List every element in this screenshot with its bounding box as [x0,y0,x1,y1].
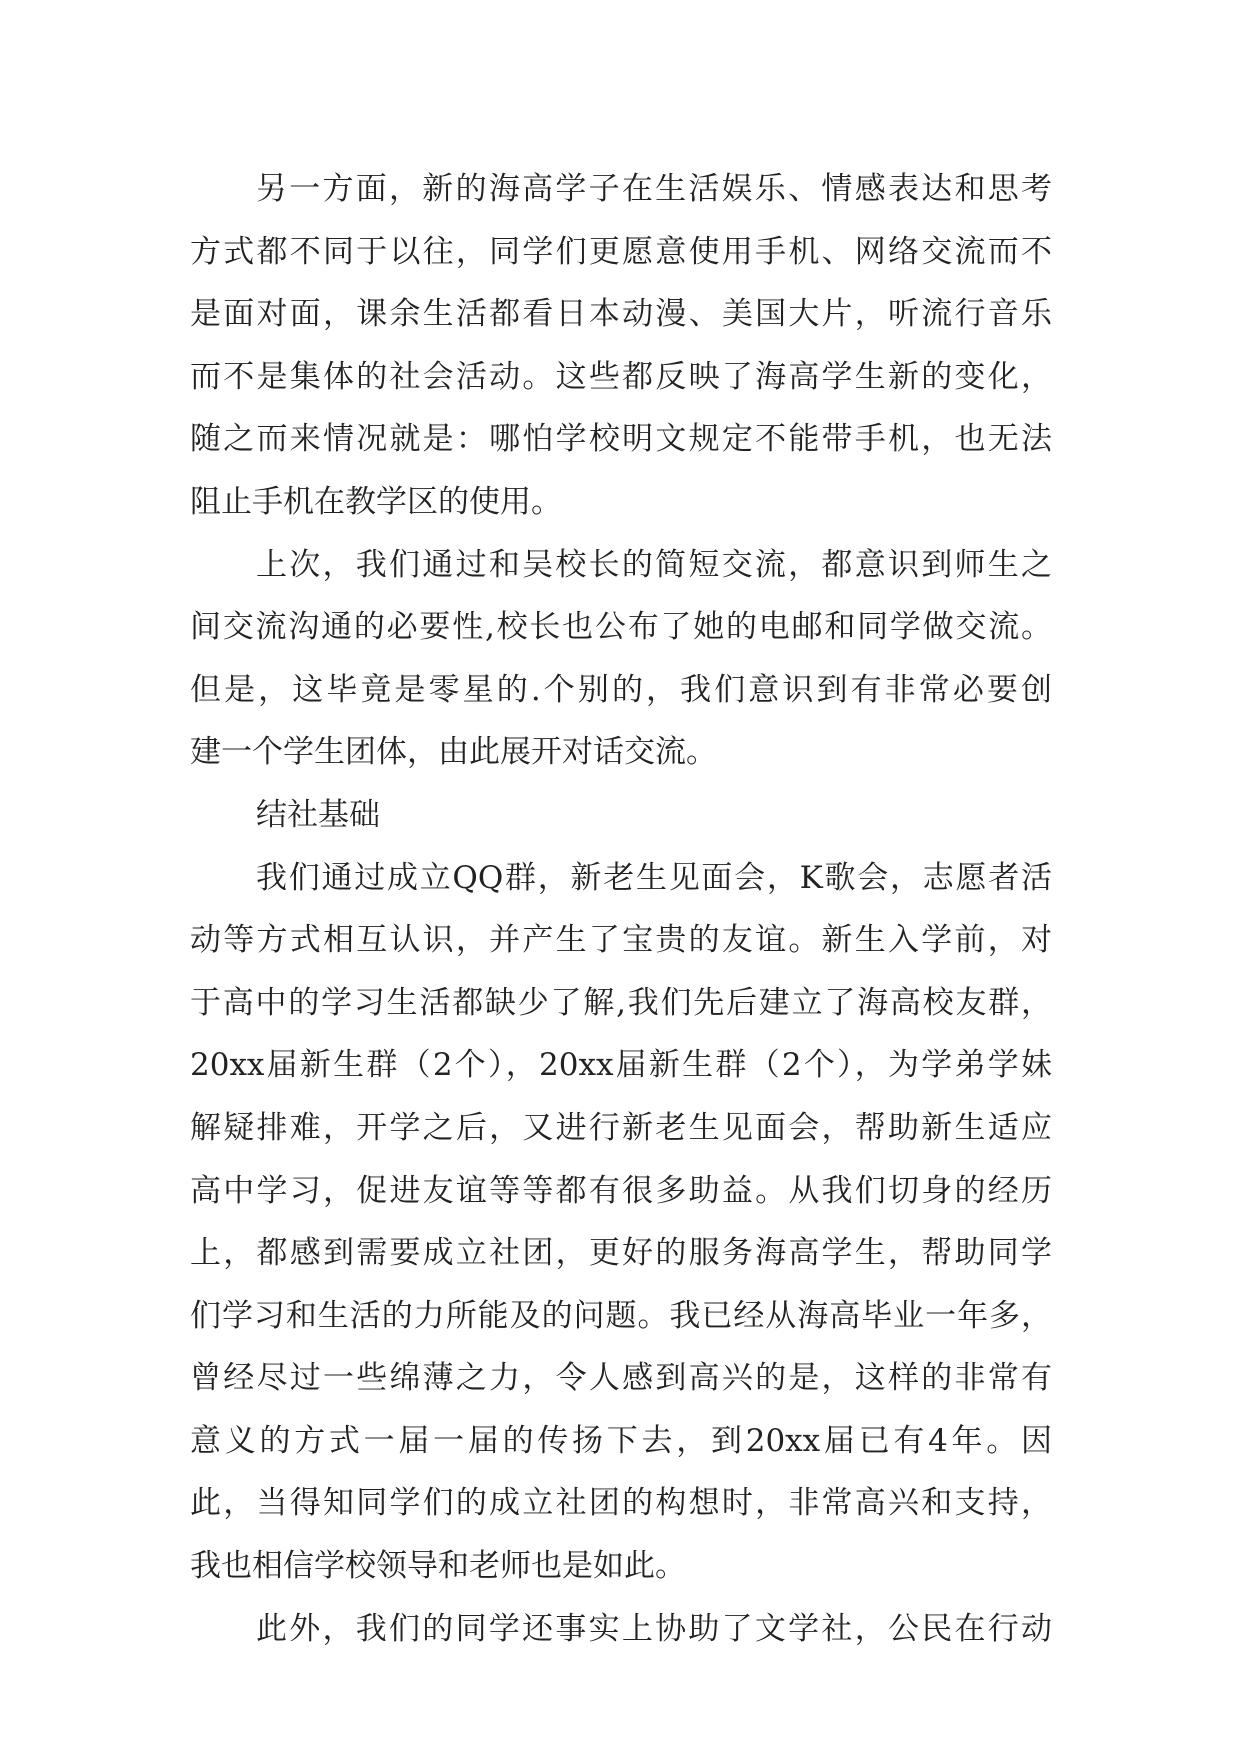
text-line: 20xx届新生群（2个），20xx届新生群（2个），为学弟学妹 [190,1047,1052,1084]
text-line: 意义的方式一届一届的传扬下去，到20xx届已有4年。因 [190,1422,1052,1459]
text-line: 建一个学生团体，由此展开对话交流。 [190,734,717,771]
text-line: 解疑排难，开学之后，又进行新老生见面会，帮助新生适应 [190,1109,1052,1146]
text-line: 们学习和生活的力所能及的问题。我已经从海高毕业一年多， [190,1297,1052,1334]
text-line: 方式都不同于以往，同学们更愿意使用手机、网络交流而不 [190,233,1052,270]
text-line: 间交流沟通的必要性,校长也公布了她的电邮和同学做交流。 [190,609,1052,646]
text-line: 我也相信学校领导和老师也是如此。 [190,1548,686,1585]
text-line: 此，当得知同学们的成立社团的构想时，非常高兴和支持， [190,1485,1052,1522]
text-line: 上次，我们通过和吴校长的简短交流，都意识到师生之 [256,546,1052,583]
section-heading: 结社基础 [256,796,380,833]
text-line: 曾经尽过一些绵薄之力，令人感到高兴的是，这样的非常有 [190,1360,1052,1397]
text-line: 而不是集体的社会活动。这些都反映了海高学生新的变化， [190,358,1052,395]
text-line: 上，都感到需要成立社团，更好的服务海高学生，帮助同学 [190,1235,1052,1272]
text-line: 阻止手机在教学区的使用。 [190,483,562,520]
text-line: 但是，这毕竟是零星的.个别的，我们意识到有非常必要创 [190,671,1052,708]
text-line: 另一方面，新的海高学子在生活娱乐、情感表达和思考 [256,171,1052,207]
text-line: 此外，我们的同学还事实上协助了文学社，公民在行动 [256,1610,1052,1647]
text-line: 于高中的学习生活都缺少了解,我们先后建立了海高校友群， [190,984,1052,1021]
text-line: 我们通过成立QQ群，新老生见面会，K歌会，志愿者活 [256,859,1052,896]
text-line: 高中学习，促进友谊等等都有很多助益。从我们切身的经历 [190,1172,1052,1209]
text-line: 动等方式相互认识，并产生了宝贵的友谊。新生入学前，对 [190,922,1052,959]
text-line: 随之而来情况就是：哪怕学校明文规定不能带手机，也无法 [190,421,1052,458]
text-line: 是面对面，课余生活都看日本动漫、美国大片，听流行音乐 [190,296,1052,333]
document-body [190,158,1052,1660]
